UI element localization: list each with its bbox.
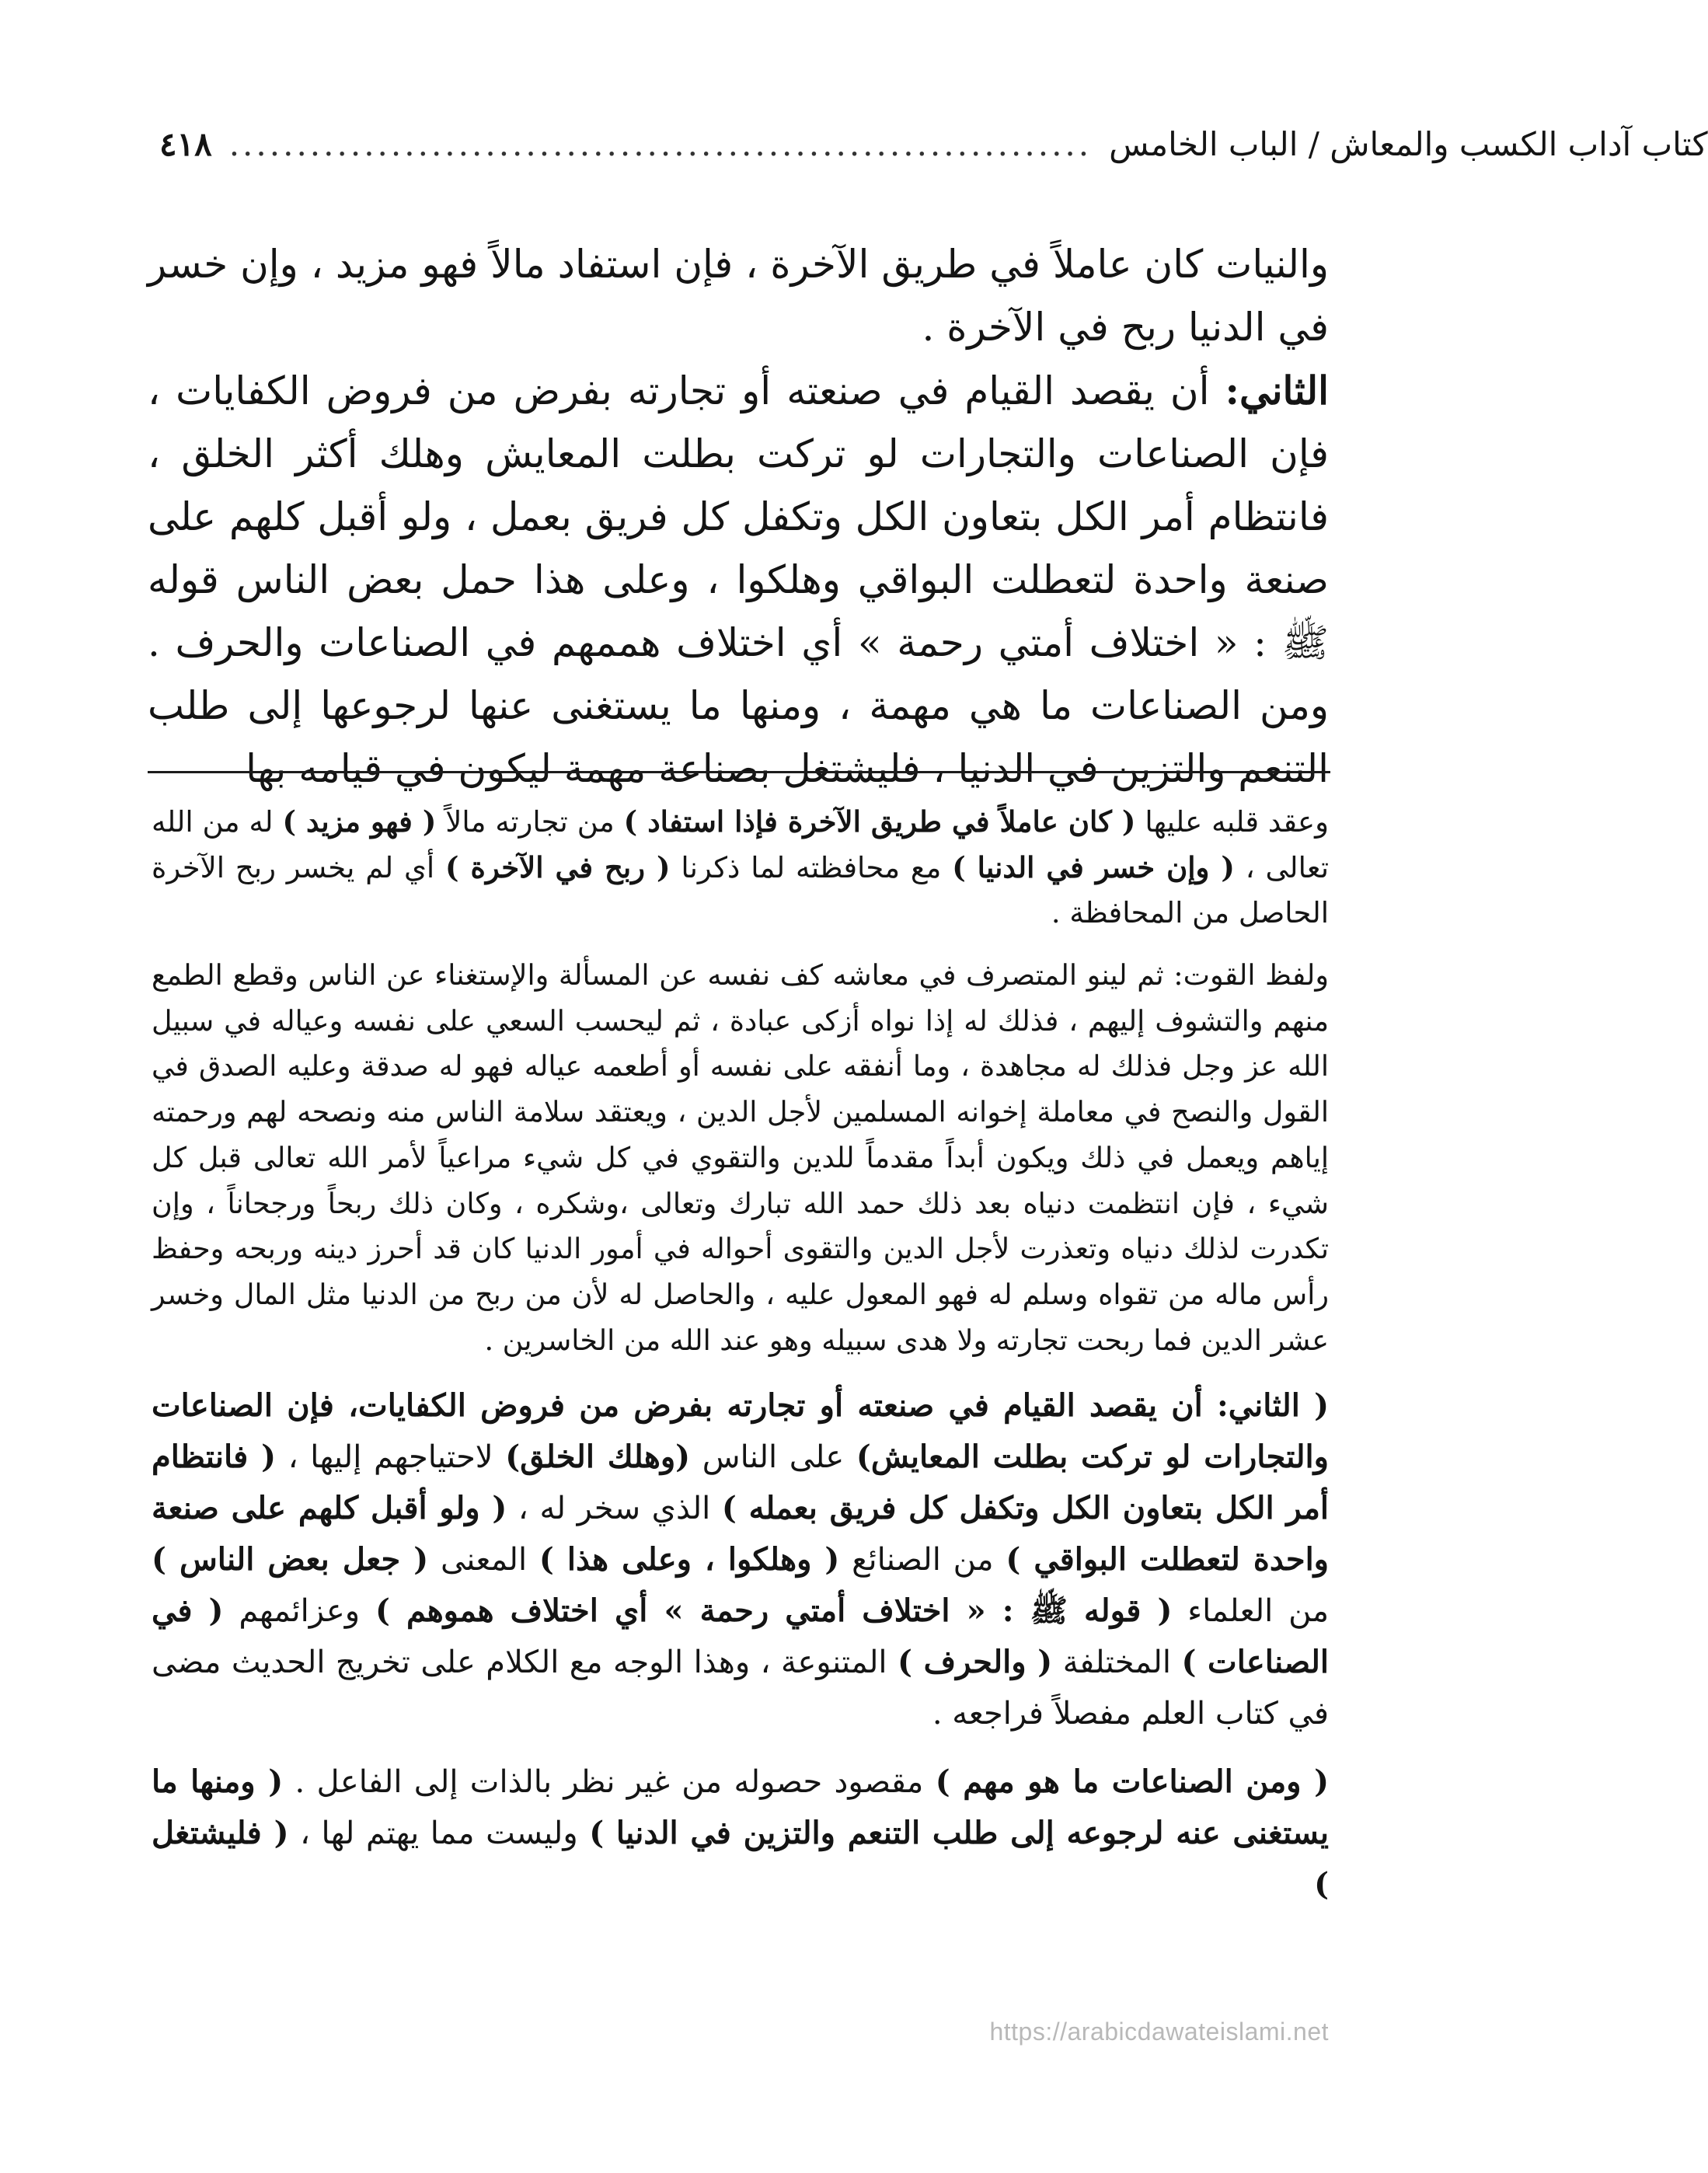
quoted-text: ( فهو مزيد ) bbox=[282, 804, 437, 839]
quoted-text: ( جعل بعض الناس ) bbox=[152, 1541, 429, 1578]
commentary-text: مقصود حصوله من غير نظر بالذات إلى الفاعل . bbox=[283, 1764, 936, 1801]
paragraph-lead-word: الثاني: bbox=[1225, 368, 1329, 413]
commentary-text: على الناس bbox=[690, 1439, 856, 1476]
footnote-separator bbox=[148, 771, 1330, 773]
commentary-paragraph-1 bbox=[152, 799, 1329, 936]
commentary-text: الذي سخر له ، bbox=[507, 1491, 722, 1527]
commentary-paragraph-4 bbox=[152, 1756, 1329, 1910]
quoted-text: ( فانتظام أمر الكل بتعاون الكل وتكفل كل فريق بعمله ) bbox=[152, 1439, 1329, 1527]
page-header bbox=[136, 117, 1708, 171]
commentary-text: من تجارته مالاً bbox=[436, 805, 624, 839]
commentary-paragraph-2: ولفظ القوت: ثم لينو المتصرف في معاشه كف نفسه عن المسألة والإستغناء عن الناس وقطع الطمع منهم والتشوف إليهم ، فذلك له إذا نواه أزكى عبادة ، ثم ليحسب السعي على نفسه وعياله في سبيل الله عز وجل فذلك له مجاهدة ، وما أنفقه على نفسه أو أطعمه عياله فهو له صدقة وعليه الصدق في القول والنصح في معاملة إخوانه المسلمين لأجل الدين ، ويعتقد سلامة الناس منه ونصحه لهم ورحمته إياهم ويعمل في ذلك ويكون أبداً مقدماً للدين والتقوي في كل شيء مراعياً لأمر الله تعالى قبل كل شيء ، فإن انتظمت دنياه بعد ذلك حمد الله تبارك وتعالى ،وشكره ، وكان ذلك ربحاً ورجحاناً ، وإن تكدرت لذلك دنياه وتعذرت لأجل الدين والتقوى أحواله في أمور الدنيا كان قد أحرز دينه وربحه وحفظ رأس ماله من تقواه وسلم له فهو المعول عليه ، والحاصل له لأن من ربح من الدنيا مثل المال وخسر عشر الدين فما ربحت تجارته ولا هدى سبيله وهو عند الله من الخاسرين . bbox=[152, 958, 1329, 1357]
commentary-text: له من الله تعالى ، bbox=[152, 805, 1330, 884]
commentary-text: من العلماء bbox=[1172, 1593, 1330, 1630]
commentary-text: وعقد قلبه عليها bbox=[1135, 805, 1330, 839]
quoted-text: ( قوله ﷺ : « اختلاف أمتي رحمة » أي اختلاف هموهم ) bbox=[375, 1592, 1173, 1630]
commentary-text: المختلفة bbox=[1052, 1645, 1182, 1681]
main-paragraph-2 bbox=[148, 359, 1329, 800]
commentary-text: المعنى bbox=[428, 1542, 539, 1578]
running-title: كتاب آداب الكسب والمعاش / الباب الخامس bbox=[1109, 124, 1708, 163]
leader-dots: ................................................................ bbox=[228, 124, 1093, 163]
quoted-text: ( وهلكوا ، وعلى هذا ) bbox=[539, 1541, 840, 1578]
quoted-text: ( فليشتغل ) bbox=[152, 1815, 1329, 1903]
commentary bbox=[152, 799, 1329, 1910]
commentary-text: المتنوعة ، وهذا الوجه مع الكلام على تخريج الحديث مضى في كتاب العلم مفصلاً فراجعه . bbox=[152, 1645, 1329, 1732]
quoted-text: ( ومن الصناعات ما هو مهم ) bbox=[935, 1763, 1329, 1801]
quoted-text: ( في الصناعات ) bbox=[152, 1592, 1330, 1681]
commentary-text: وليست مما يهتم لها ، bbox=[288, 1815, 590, 1852]
quoted-text: (وهلك الخلق) bbox=[505, 1439, 691, 1476]
commentary-text: لاحتياجهم إليها ، bbox=[276, 1439, 506, 1476]
commentary-text: أي لم يخسر ربح الآخرة الحاصل من المحافظة . bbox=[152, 851, 1329, 930]
source-watermark: https://arabicdawateislami.net bbox=[989, 2018, 1329, 2046]
commentary-text: مع محافظته لما ذكرنا bbox=[670, 851, 953, 884]
page-number: ٤١٨ bbox=[159, 124, 212, 163]
quoted-text: ( ولو أقبل كلهم على صنعة واحدة لتعطلت البواقي ) bbox=[152, 1490, 1329, 1578]
quoted-text: ( ربح في الآخرة ) bbox=[445, 850, 671, 884]
commentary-text: من الصنائع bbox=[839, 1542, 1006, 1578]
quoted-text: ( والحرف ) bbox=[898, 1644, 1053, 1681]
main-text bbox=[148, 233, 1329, 800]
paragraph-body: أن يقصد القيام في صنعته أو تجارته بفرض من فروض الكفايات ، فإن الصناعات والتجارات لو تركت بطلت المعايش وهلك أكثر الخلق ، فانتظام أمر الكل بتعاون الكل وتكفل كل فريق بعمل ، ولو أقبل كلهم على صنعة واحدة لتعطلت البواقي وهلكوا ، وعلى هذا حمل بعض الناس قوله ﷺ : « اختلاف أمتي رحمة » أي اختلاف هممهم في الصناعات والحرف . ومن الصناعات ما هي مهمة ، ومنها ما يستغنى عنها لرجوعها إلى طلب التنعم والتزين في الدنيا ، فليشتغل بصناعة مهمة ليكون في قيامه بها bbox=[148, 368, 1329, 791]
quoted-text: ( كان عاملاً في طريق الآخرة فإذا استفاد ) bbox=[623, 804, 1136, 839]
main-paragraph-1: والنيات كان عاملاً في طريق الآخرة ، فإن استفاد مالاً فهو مزيد ، وإن خسر في الدنيا ربح في الآخرة . bbox=[148, 242, 1329, 350]
quoted-text: ( الثاني: أن يقصد القيام في صنعته أو تجارته بفرض من فروض الكفايات، فإن الصناعات والتجارات لو تركت بطلت المعايش) bbox=[152, 1387, 1329, 1476]
commentary-paragraph-3 bbox=[152, 1380, 1329, 1739]
quoted-text: ( وإن خسر في الدنيا ) bbox=[952, 850, 1235, 884]
quoted-text: ( ومنها ما يستغنى عنه لرجوعه إلى طلب التنعم والتزين في الدنيا ) bbox=[152, 1763, 1330, 1852]
commentary-text: وعزائمهم bbox=[223, 1593, 375, 1630]
